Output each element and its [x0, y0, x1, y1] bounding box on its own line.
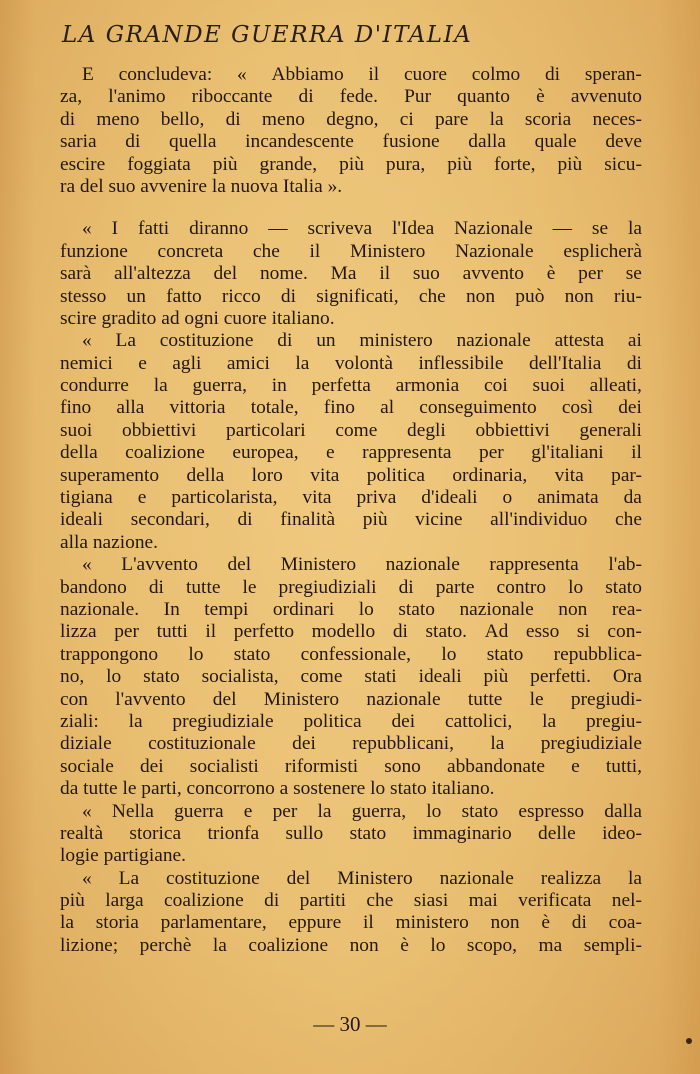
text-line: « I fatti diranno — scriveva l'Idea Nazionale — se la — [82, 218, 642, 240]
text-line: di meno bello, di meno degno, ci pare la scoria neces- — [60, 108, 642, 130]
text-line: escire foggiata più grande, più pura, più forte, più sicu- — [60, 153, 642, 175]
text-line: za, l'animo riboccante di fede. Pur quanto è avvenuto — [60, 86, 642, 108]
text-line: « L'avvento del Ministero nazionale rappresenta l'ab- — [82, 554, 642, 576]
text-line: suoi obbiettivi particolari come degli obbiettivi generali — [60, 419, 642, 441]
text-line: funzione concreta che il Ministero Nazionale esplicherà — [60, 240, 642, 262]
text-line: stesso un fatto ricco di significati, che non può non riu- — [60, 285, 642, 307]
text-line: lizza per tutti il perfetto modello di stato. Ad esso si con- — [60, 621, 642, 643]
text-line: nemici e agli amici la volontà inflessibile dell'Italia di — [60, 352, 642, 374]
text-line: « La costituzione del Ministero nazionale realizza la — [82, 867, 642, 889]
text-line: ra del suo avvenire la nuova Italia ». — [60, 175, 343, 197]
text-line: no, lo stato socialista, come stati ideali più perfetti. Ora — [60, 666, 642, 688]
text-line: alla nazione. — [60, 531, 158, 553]
text-line: ideali secondari, di finalità più vicine all'individuo che — [60, 509, 642, 531]
text-line: fino alla vittoria totale, fino al conseguimento così dei — [60, 397, 642, 419]
text-line: sociale dei socialisti riformisti sono abbandonate e tutti, — [60, 755, 642, 777]
text-line: nazionale. In tempi ordinari lo stato nazionale non rea- — [60, 598, 642, 620]
text-line: scire gradito ad ogni cuore italiano. — [60, 307, 335, 329]
paragraph-6 — [60, 868, 642, 958]
page-number: — 30 — — [313, 1012, 387, 1036]
text-line: superamento della loro vita politica ordinaria, vita par- — [60, 464, 642, 486]
text-line: con l'avvento del Ministero nazionale tutte le pregiudi- — [60, 688, 642, 710]
text-line: sarà all'altezza del nome. Ma il suo avvento è per se — [60, 263, 642, 285]
text-line: « La costituzione di un ministero nazionale attesta ai — [82, 330, 642, 352]
text-line: da tutte le parti, concorrono a sostenere lo stato italiano. — [60, 778, 495, 800]
text-line: bandono di tutte le pregiudiziali di parte contro lo stato — [60, 576, 642, 598]
text-line: tigiana e particolarista, vita priva d'ideali o animata da — [60, 487, 642, 509]
paragraph-4 — [60, 554, 642, 800]
text-line: « Nella guerra e per la guerra, lo stato espresso dalla — [82, 800, 642, 822]
paper-speck — [686, 1038, 692, 1044]
text-line: ziali: la pregiudiziale politica dei cattolici, la pregiu- — [60, 710, 642, 732]
text-line: trappongono lo stato confessionale, lo stato repubblica- — [60, 643, 642, 665]
paragraph-3 — [60, 330, 642, 554]
text-line: condurre la guerra, in perfetta armonia coi suoi alleati, — [60, 375, 642, 397]
paragraph-5 — [60, 801, 642, 868]
paragraph-1 — [60, 64, 642, 198]
body-text — [60, 64, 642, 957]
paragraph-2 — [60, 218, 642, 330]
text-line: la storia parlamentare, eppure il ministero non è di coa- — [60, 912, 642, 934]
text-line: della coalizione europea, e rappresenta per gl'italiani il — [60, 442, 642, 464]
text-line: più larga coalizione di partiti che siasi mai verificata nel- — [60, 890, 642, 912]
text-line: E concludeva: « Abbiamo il cuore colmo di speran- — [82, 64, 642, 85]
paragraph-gap — [60, 198, 642, 218]
text-line: diziale costituzionale dei repubblicani, la pregiudiziale — [60, 733, 642, 755]
text-line: realtà storica trionfa sullo stato immaginario delle ideo- — [60, 822, 642, 844]
running-head: LA GRANDE GUERRA D'ITALIA — [62, 22, 473, 48]
text-line: logie partigiane. — [60, 845, 186, 867]
text-line: saria di quella incandescente fusione dalla quale deve — [60, 131, 642, 153]
text-line: lizione; perchè la coalizione non è lo scopo, ma sempli- — [60, 934, 642, 956]
